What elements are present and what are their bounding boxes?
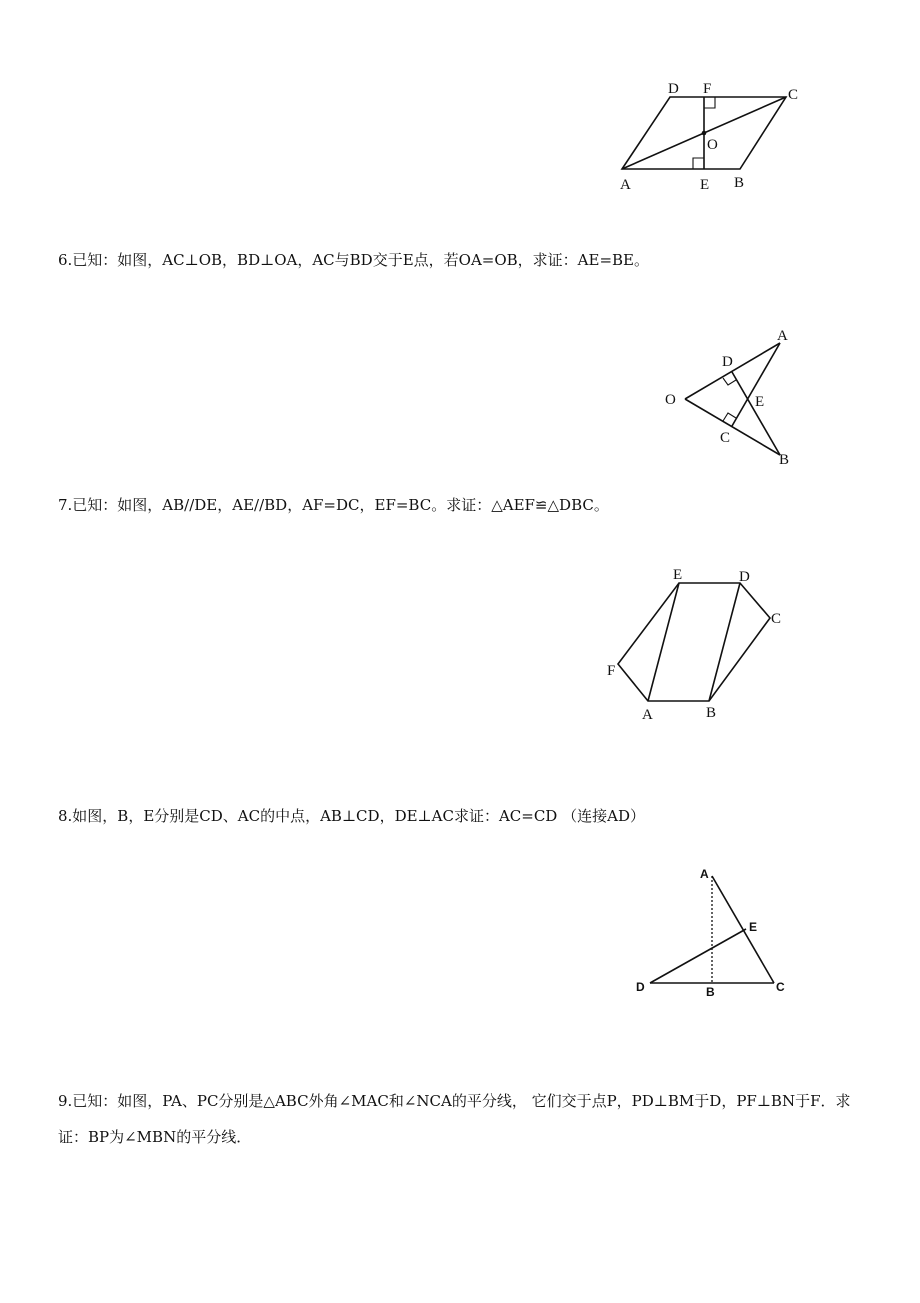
label-d: D — [636, 980, 645, 994]
label-a: A — [620, 177, 631, 193]
label-e: E — [755, 394, 765, 410]
label-b: B — [779, 452, 790, 468]
label-c: C — [720, 430, 731, 446]
label-c: C — [771, 611, 782, 627]
label-e: E — [749, 920, 758, 934]
segment-ae — [648, 583, 679, 701]
segment-de — [650, 929, 746, 983]
label-a: A — [700, 867, 709, 881]
figure-triangle-midpoints — [630, 860, 800, 1005]
figure-hexagon — [600, 565, 800, 730]
right-angle-mark-f — [704, 97, 715, 108]
label-o: O — [665, 392, 676, 408]
label-f: F — [607, 663, 616, 679]
label-b: B — [706, 705, 717, 721]
segment-bd — [709, 583, 740, 701]
segment-oa — [685, 343, 780, 399]
segment-ob — [685, 399, 780, 455]
label-b: B — [734, 175, 745, 191]
segment-ac — [712, 876, 774, 983]
right-angle-mark-c — [723, 413, 736, 421]
figure-parallelogram — [600, 75, 820, 200]
label-o: O — [707, 137, 718, 153]
label-c: C — [776, 980, 785, 994]
label-b: B — [706, 985, 715, 999]
problem-7: 7.已知：如图，AB//DE，AE//BD，AF=DC，EF=BC。求证：△AEF≌△DBC。 — [58, 496, 609, 514]
label-e: E — [673, 567, 683, 583]
label-a: A — [642, 707, 653, 723]
figure-intersecting-perpendiculars — [660, 325, 810, 470]
label-d: D — [722, 354, 733, 370]
right-angle-mark-e — [693, 158, 704, 169]
problem-8: 8.如图，B，E分别是CD、AC的中点，AB⊥CD，DE⊥AC求证：AC=CD （连接AD） — [58, 807, 645, 825]
label-a: A — [777, 328, 788, 344]
label-d: D — [739, 569, 750, 585]
problem-9: 9.已知：如图，PA、PC分别是△ABC外角∠MAC和∠NCA的平分线， 它们交于点P，PD⊥BM于D，PF⊥BN于F．求证：BP为∠MBN的平分线． — [58, 1092, 851, 1146]
point-o — [702, 131, 707, 136]
label-d: D — [668, 81, 679, 97]
problem-6: 6.已知：如图，AC⊥OB，BD⊥OA，AC与BD交于E点，若OA=OB，求证：AE=BE。 — [58, 251, 649, 269]
label-c: C — [788, 87, 799, 103]
label-e: E — [700, 177, 710, 193]
label-f: F — [703, 81, 712, 97]
hexagon-afedcb — [618, 583, 770, 701]
right-angle-mark-d — [723, 378, 736, 385]
